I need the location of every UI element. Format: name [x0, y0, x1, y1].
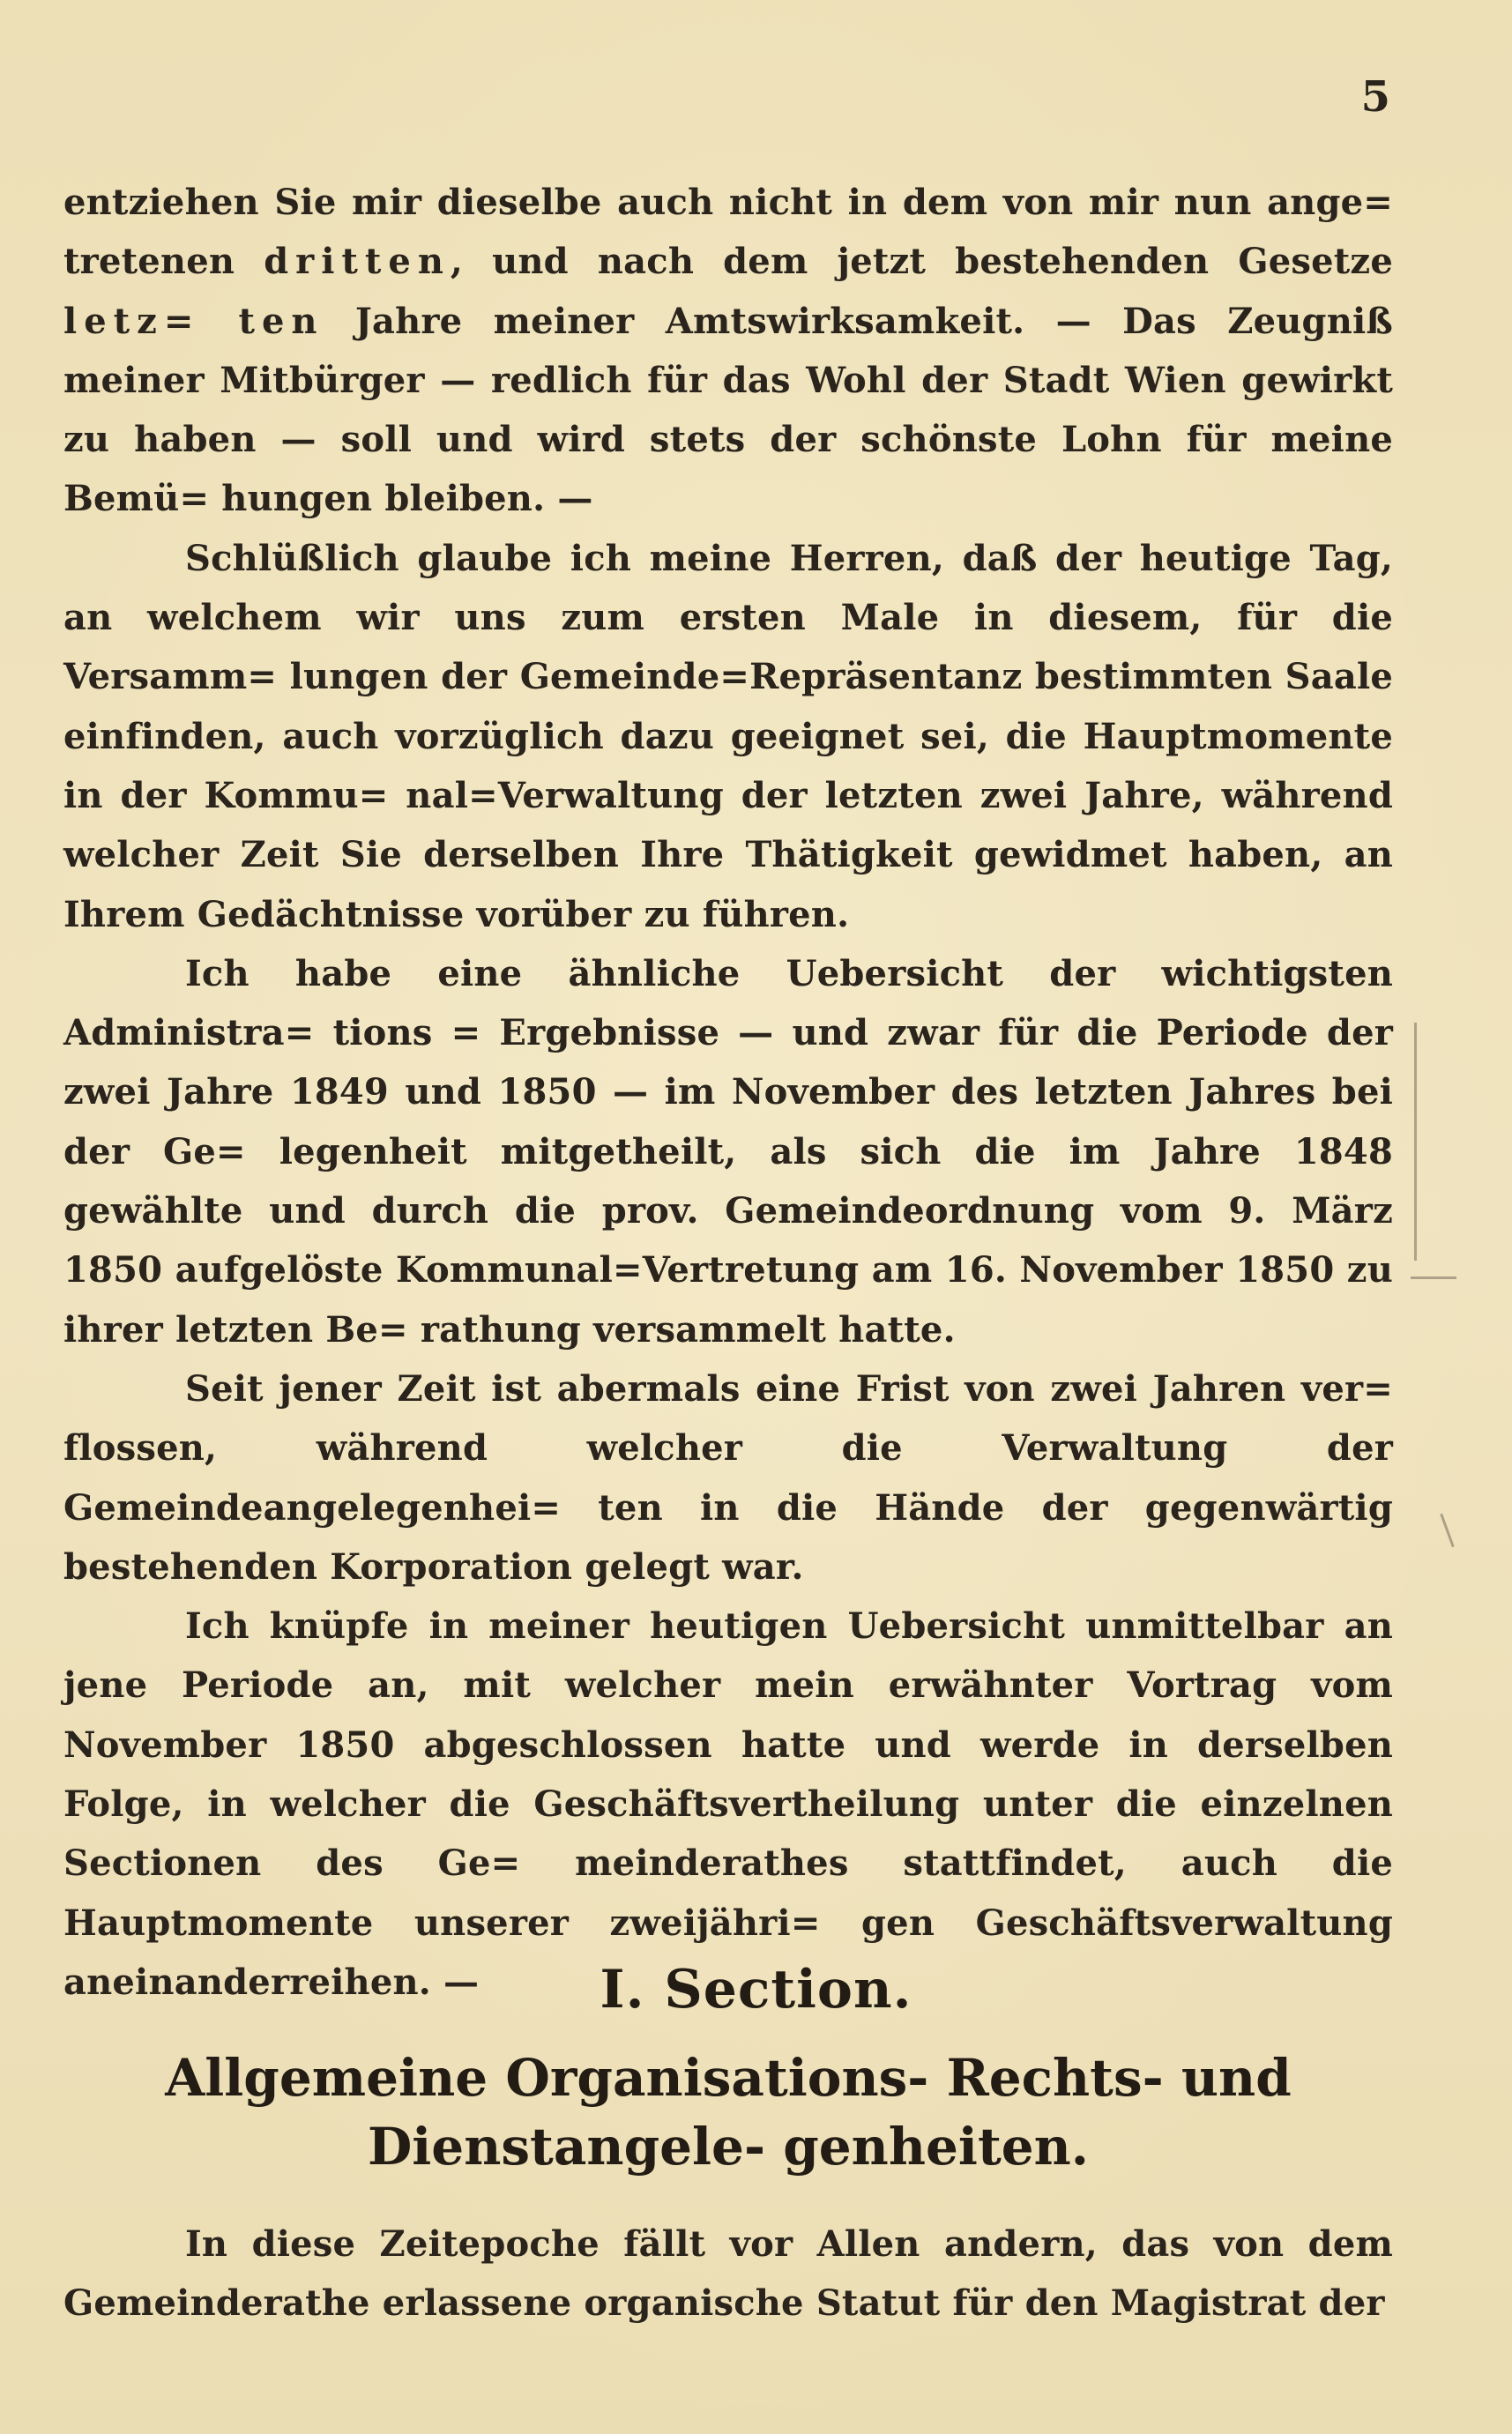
closing-text: [63, 2214, 1393, 2334]
body-text: [63, 173, 1393, 2012]
paragraph-5: Ich knüpfe in meiner heutigen Uebersicht unmittelbar an jene Periode an, mit welcher mein erwähnter Vortrag vom November 1850 abgeschlossen hatte und werde in derselben Folge, in welcher die Geschäftsvertheilung unter die einzelnen Sectionen des Ge= meinderathes stattfindet, auch die Hauptmomente unserer zweijähri= gen Geschäftsverwaltung aneinanderreihen. —: [63, 1605, 1393, 2003]
spaced-emphasis-letzten: letz= ten: [63, 300, 324, 342]
spaced-emphasis-dritten: dritten: [264, 241, 451, 283]
paragraph-4: Seit jener Zeit ist abermals eine Frist von zwei Jahren ver= flossen, während welcher die Verwaltung der Gemeindeangelegenhei= ten in die Hände der gegenwärtig bestehenden Korporation gelegt war.: [63, 1367, 1393, 1588]
paragraph-1-rest: Jahre meiner Amtswirksamkeit. — Das Zeugniß meiner Mitbürger — redlich für das Wohl der Stadt Wien gewirkt zu haben — soll und wird stets der schönste Lohn für meine Bemü= hungen bleiben. —: [63, 300, 1393, 520]
margin-pencil-line: [1414, 1023, 1417, 1261]
paragraph-1-lead: entziehen Sie mir dieselbe auch nicht in dem von mir nun ange= tretenen: [63, 182, 1393, 283]
section-heading: Allgemeine Organisations- Rechts- und Dienstangele- genheiten.: [165, 2048, 1292, 2177]
paragraph-2: Schlüßlich glaube ich meine Herren, daß der heutige Tag, an welchem wir uns zum ersten Male in diesem, für die Versamm= lungen der Gemeinde=Repräsentanz bestimmten Saale einfinden, auch vorzüglich dazu geeignet sei, die Hauptmomente in der Kommu= nal=Verwaltung der letzten zwei Jahre, während welcher Zeit Sie derselben Ihre Thätigkeit gewidmet haben, an Ihrem Gedächtnisse vorüber zu führen.: [63, 537, 1393, 935]
section-title: I. Section.: [600, 1959, 912, 2021]
paragraph-3: Ich habe eine ähnliche Uebersicht der wichtigsten Administra= tions = Ergebnisse — und zwar für die Periode der zwei Jahre 1849 und 1850 — im November des letzten Jahres bei der Ge= legenheit mitgetheilt, als sich die im Jahre 1848 gewählte und durch die prov. Gemeindeordnung vom 9. März 1850 aufgelöste Kommunal=Vertretung am 16. November 1850 zu ihrer letzten Be= rathung versammelt hatte.: [63, 952, 1393, 1351]
paragraph-1: [63, 173, 1393, 529]
page-number: 5: [1360, 72, 1390, 122]
paragraph-1-middle: , und nach dem jetzt bestehenden Gesetze: [450, 241, 1393, 283]
paragraph-6: In diese Zeitepoche fällt vor Allen andern, das von dem Gemeinderathe erlassene organische Statut für den Magistrat der: [63, 2223, 1393, 2325]
margin-pencil-dash: [1411, 1277, 1456, 1279]
margin-pencil-tick: [1440, 1514, 1455, 1548]
